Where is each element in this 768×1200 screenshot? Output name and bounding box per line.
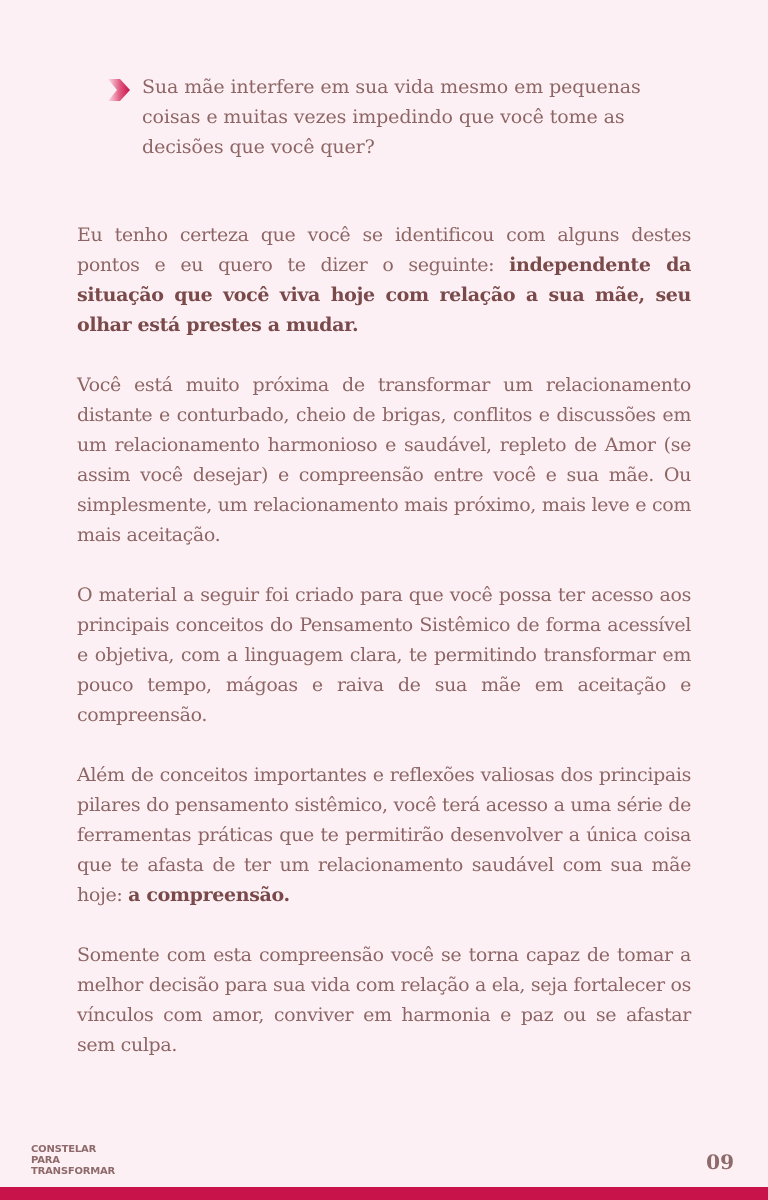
body-content [77,220,691,1090]
paragraph-text: Eu tenho certeza que você se identificou com alguns destes pontos e eu quero te dizer o seguinte: [77,224,691,276]
paragraph-identification [77,220,691,340]
paragraph-concepts [77,760,691,910]
paragraph-conclusion [77,940,691,1060]
bullet-text: Sua mãe interfere em sua vida mesmo em pequenas coisas e muitas vezes impedindo que você tome as decisões que você quer? [142,76,641,158]
bullet-item [106,72,686,162]
paragraph-text: Somente com esta compreensão você se torna capaz de tomar a melhor decisão para sua vida com relação a ela, seja fortalecer os vínculos com amor, conviver em harmonia e paz ou se afastar sem culpa. [77,944,691,1056]
paragraph-material [77,580,691,730]
punctuation: . [352,314,359,336]
brand-line: CONSTELAR [31,1144,97,1155]
bottom-accent-bar [0,1187,768,1200]
chevron-right-icon [106,76,132,104]
brand-line: PARA [31,1155,60,1166]
brand-logo [31,1144,115,1177]
paragraph-transformation [77,370,691,550]
paragraph-text: Além de conceitos importantes e reflexões valiosas dos principais pilares do pensamento sistêmico, você terá acesso a uma série de ferramentas práticas que te permitirão desenvolver a única coisa que te afasta de ter um relacionamento saudável com sua mãe hoje: [77,764,691,906]
emphasis-text: a compreensão [128,884,284,906]
punctuation: . [283,884,290,906]
paragraph-text: Você está muito próxima de transformar um relacionamento distante e conturbado, cheio de brigas, conflitos e discussões em um relacionamento harmonioso e saudável, repleto de Amor (se assim você desejar) e compreensão entre você e sua mãe. Ou simplesmente, um relacionamento mais próximo, mais leve e com mais aceitação. [77,374,691,546]
brand-line: TRANSFORMAR [31,1166,116,1177]
paragraph-text: O material a seguir foi criado para que você possa ter acesso aos principais conceitos do Pensamento Sistêmico de forma acessível e objetiva, com a linguagem clara, te permitindo transformar em pouco tempo, mágoas e raiva de sua mãe em aceitação e compreensão. [77,584,691,726]
page-number: 09 [706,1150,734,1174]
emphasis-text: independente da situação que você viva hoje com relação a sua mãe, seu olhar está prestes a mudar [77,254,692,336]
